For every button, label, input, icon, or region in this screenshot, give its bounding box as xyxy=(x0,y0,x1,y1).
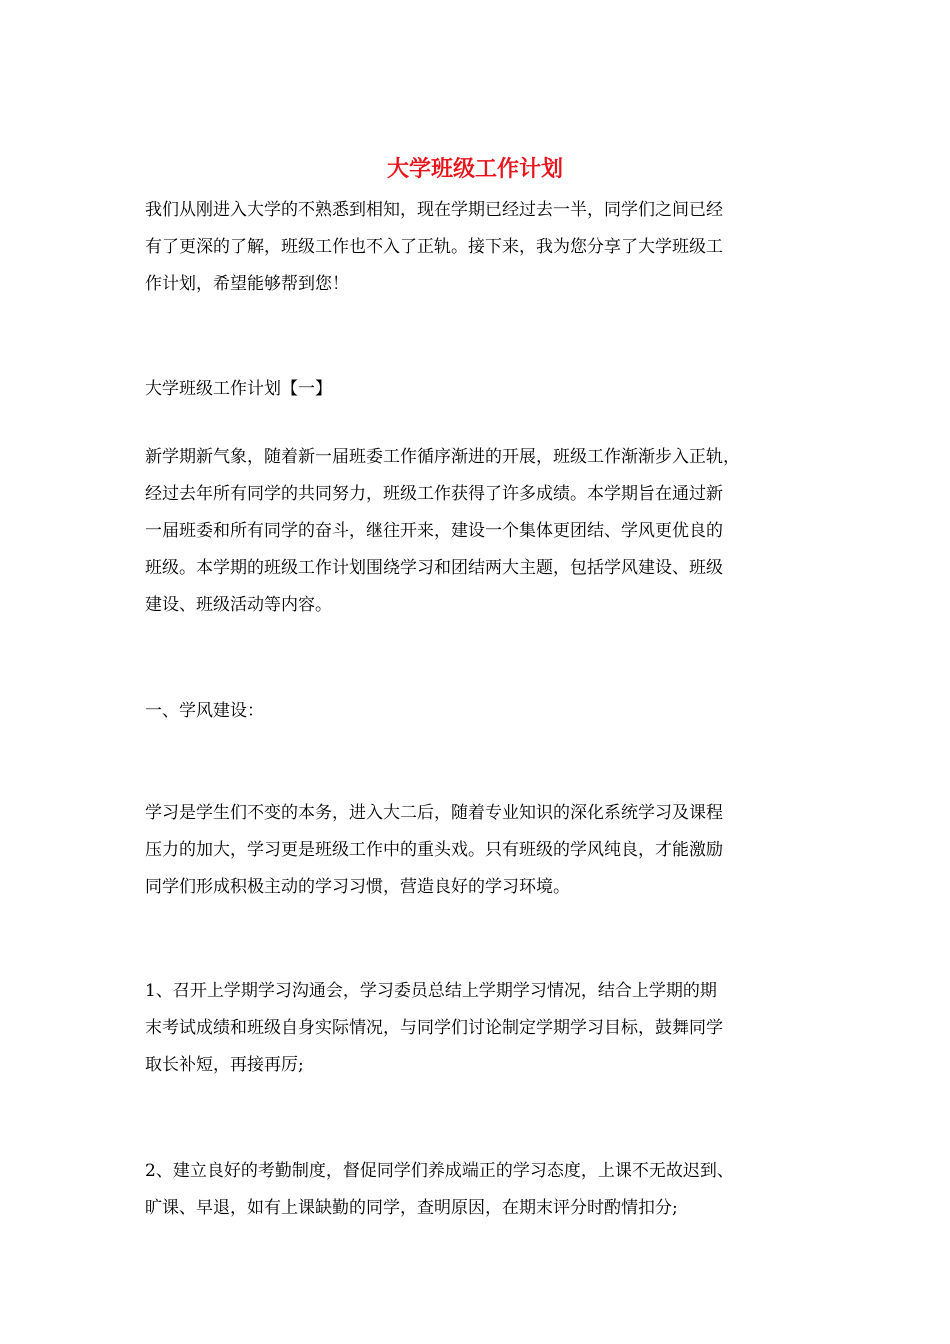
paragraph-2 xyxy=(145,795,815,906)
list-item-2 xyxy=(145,1153,815,1227)
section-heading-text: 大学班级工作计划【一】 xyxy=(145,379,332,399)
list-item-line: 2、建立良好的考勤制度，督促同学们养成端正的学习态度，上课不无故迟到、 xyxy=(145,1161,734,1181)
paragraph-line: 建设、班级活动等内容。 xyxy=(145,595,332,615)
paragraph-line: 一届班委和所有同学的奋斗，继往开来，建设一个集体更团结、学风更优良的 xyxy=(145,521,723,541)
intro-line: 我们从刚进入大学的不熟悉到相知，现在学期已经过去一半，同学们之间已经 xyxy=(145,200,723,220)
paragraph-line: 学习是学生们不变的本务，进入大二后，随着专业知识的深化系统学习及课程 xyxy=(145,803,723,823)
list-item-line: 末考试成绩和班级自身实际情况，与同学们讨论制定学期学习目标，鼓舞同学 xyxy=(145,1018,723,1038)
paragraph-line: 班级。本学期的班级工作计划围绕学习和团结两大主题，包括学风建设、班级 xyxy=(145,558,723,578)
subheading-text: 一、学风建设： xyxy=(145,701,264,721)
paragraph-line: 新学期新气象，随着新一届班委工作循序渐进的开展，班级工作渐渐步入正轨， xyxy=(145,447,740,467)
paragraph-line: 经过去年所有同学的共同努力，班级工作获得了许多成绩。本学期旨在通过新 xyxy=(145,484,723,504)
subheading-1 xyxy=(145,693,815,730)
section-heading xyxy=(145,371,815,408)
intro-line: 作计划，希望能够帮到您！ xyxy=(145,274,349,294)
document-title: 大学班级工作计划 xyxy=(386,156,563,182)
list-item-1 xyxy=(145,973,815,1084)
paragraph-line: 压力的加大，学习更是班级工作中的重头戏。只有班级的学风纯良，才能激励 xyxy=(145,840,723,860)
list-item-line: 1、召开上学期学习沟通会，学习委员总结上学期学习情况，结合上学期的期 xyxy=(145,981,717,1001)
list-item-line: 取长补短，再接再厉; xyxy=(145,1055,304,1075)
paragraph-1 xyxy=(145,439,815,624)
intro-paragraph xyxy=(145,192,815,303)
intro-line: 有了更深的了解，班级工作也不入了正轨。接下来，我为您分享了大学班级工 xyxy=(145,237,723,257)
paragraph-line: 同学们形成积极主动的学习习惯，营造良好的学习环境。 xyxy=(145,877,570,897)
list-item-line: 旷课、早退，如有上课缺勤的同学，查明原因，在期末评分时酌情扣分; xyxy=(145,1198,678,1218)
